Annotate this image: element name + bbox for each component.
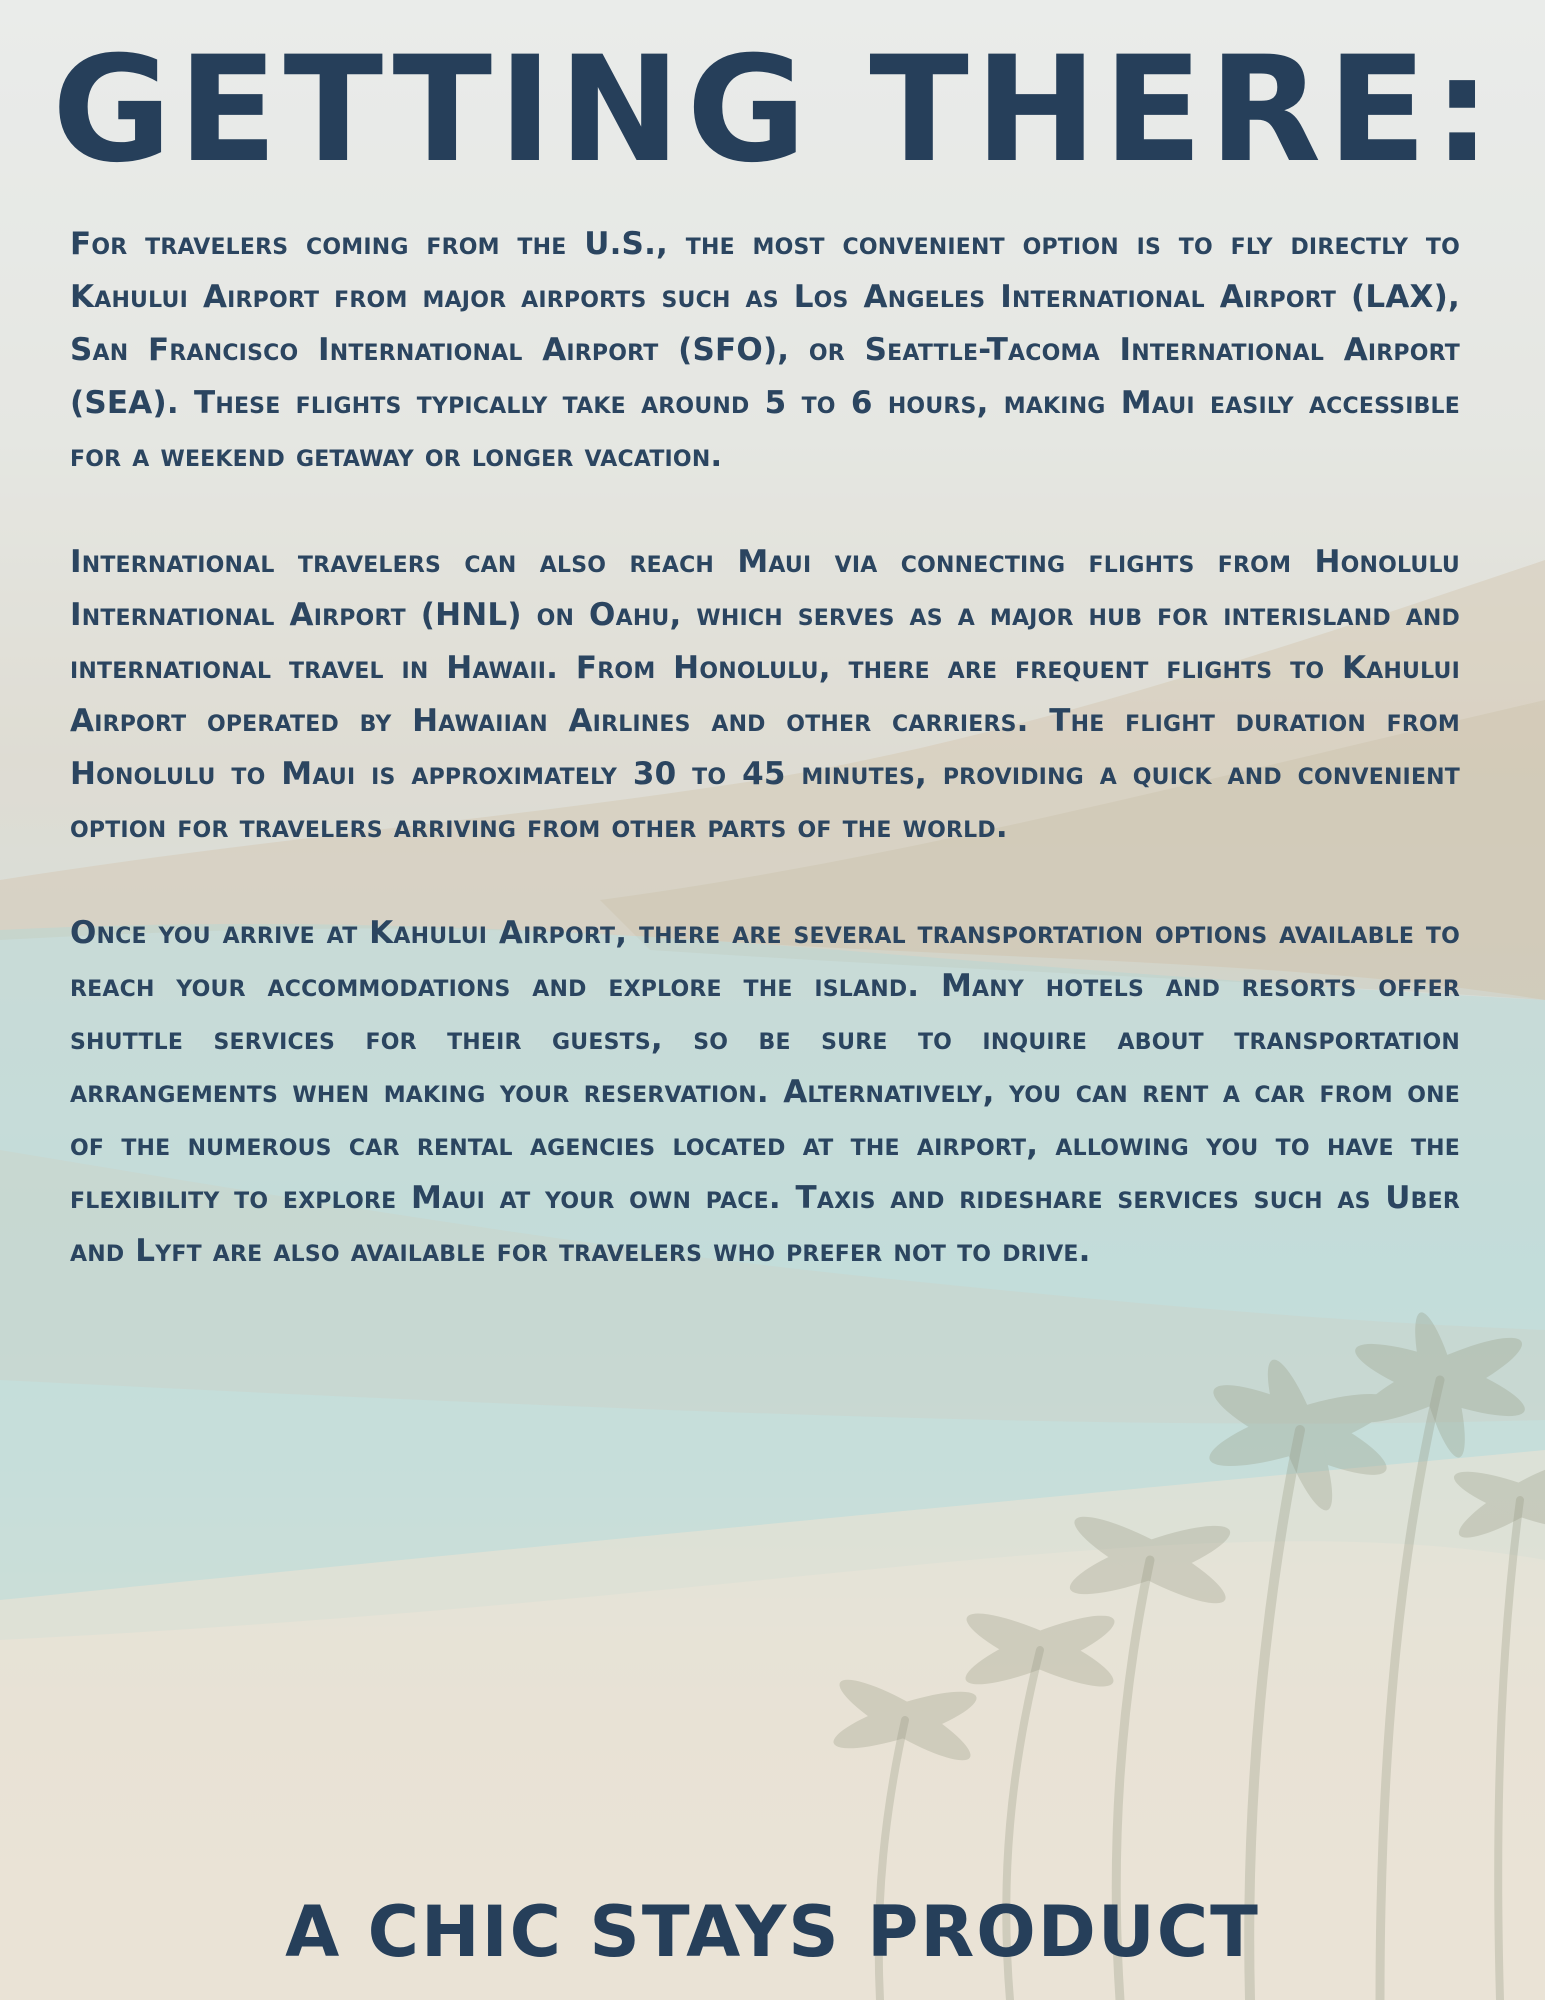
paragraph-us-flights: For travelers coming from the U.S., the most convenient option is to fly directly to Kahului Airport from major airports such as Los Angeles International Airport (LAX), San Francisco International Airport (SFO), or Seattle-Tacoma International Airport (SEA). These flights typically take around 5 to 6 hours, making Maui easily accessible for a weekend getaway or longer vacation.	[70, 226, 1460, 474]
footer-brand: A CHIC STAYS PRODUCT	[285, 1891, 1260, 1973]
body-text	[70, 218, 1460, 1331]
page-title: GETTING THERE:	[52, 25, 1498, 195]
paragraph-international-flights: International travelers can also reach Maui via connecting flights from Honolulu International Airport (HNL) on Oahu, which serves as a major hub for interisland and international travel in Hawaii. From Honolulu, there are frequent flights to Kahului Airport operated by Hawaiian Airlines and other carriers. The flight duration from Honolulu to Maui is approximately 30 to 45 minutes, providing a quick and convenient option for travelers arriving from other parts of the world.	[70, 544, 1460, 845]
paragraph-ground-transportation: Once you arrive at Kahului Airport, there are several transportation options available to reach your accommodations and explore the island. Many hotels and resorts offer shuttle services for their guests, so be sure to inquire about transportation arrangements when making your reservation. Alternatively, you can rent a car from one of the numerous car rental agencies located at the airport, allowing you to have the flexibility to explore Maui at your own pace. Taxis and rideshare services such as Uber and Lyft are also available for travelers who prefer not to drive.	[70, 915, 1460, 1269]
